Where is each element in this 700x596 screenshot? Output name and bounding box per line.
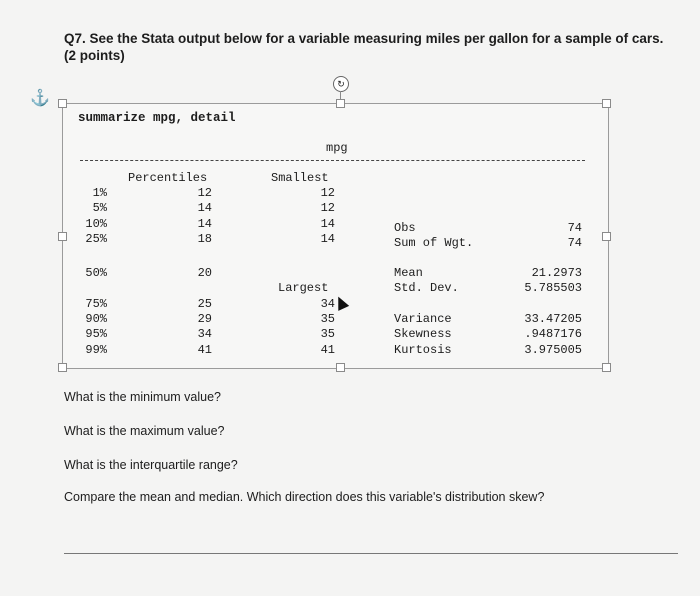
pct-value: 25: [197, 297, 212, 311]
stat-label-std-dev: Std. Dev.: [394, 281, 459, 295]
answer-input-line[interactable]: [64, 553, 678, 554]
resize-handle-top-left[interactable]: [58, 99, 67, 108]
stat-value-obs: 74: [567, 221, 582, 235]
smallest-value: 14: [320, 217, 335, 231]
pct-value: 12: [197, 186, 212, 200]
pct-label: 5%: [92, 201, 107, 215]
pct-value: 29: [197, 312, 212, 326]
pct-label: 75%: [85, 297, 107, 311]
question-minimum: What is the minimum value?: [64, 390, 222, 404]
stat-label-kurtosis: Kurtosis: [394, 343, 452, 357]
pct-value-median: 20: [197, 266, 212, 280]
stat-label-obs: Obs: [394, 221, 416, 235]
question-title: Q7. See the Stata output below for a variable measuring miles per gallon for a sample of cars. (2 points): [64, 31, 664, 63]
largest-value: 41: [320, 343, 335, 357]
anchor-icon[interactable]: ⚓: [30, 90, 50, 107]
stat-label-variance: Variance: [394, 312, 452, 326]
resize-handle-bottom[interactable]: [336, 363, 345, 372]
pct-value: 18: [197, 232, 212, 246]
largest-value: 35: [320, 312, 335, 326]
smallest-header: Smallest: [271, 171, 329, 185]
pct-value: 41: [197, 343, 212, 357]
question-maximum: What is the maximum value?: [64, 424, 225, 438]
percentiles-header: Percentiles: [128, 171, 208, 185]
smallest-value: 14: [320, 232, 335, 246]
stat-label-skewness: Skewness: [394, 327, 452, 341]
largest-value: 34: [320, 297, 335, 311]
pct-value: 34: [197, 327, 212, 341]
resize-handle-top-right[interactable]: [602, 99, 611, 108]
pct-value: 14: [197, 217, 212, 231]
pct-label: 95%: [85, 327, 107, 341]
separator-line: [80, 160, 585, 161]
pct-label-median: 50%: [85, 266, 107, 280]
smallest-value: 12: [320, 186, 335, 200]
stat-label-sum-of-wgt: Sum of Wgt.: [394, 236, 474, 250]
pct-value: 14: [197, 201, 212, 215]
smallest-value: 12: [320, 201, 335, 215]
question-skew: Compare the mean and median. Which direction does this variable's distribution skew?: [64, 490, 545, 504]
largest-value: 35: [320, 327, 335, 341]
stat-value-std-dev: 5.785503: [524, 281, 582, 295]
pct-label: 1%: [92, 186, 107, 200]
variable-name: mpg: [326, 141, 348, 155]
stat-label-mean: Mean: [394, 266, 423, 280]
pct-label: 90%: [85, 312, 107, 326]
pct-label: 10%: [85, 217, 107, 231]
pct-label: 25%: [85, 232, 107, 246]
resize-handle-top[interactable]: [336, 99, 345, 108]
resize-handle-bottom-right[interactable]: [602, 363, 611, 372]
stata-command: summarize mpg, detail: [78, 111, 236, 125]
stat-value-variance: 33.47205: [524, 312, 582, 326]
stat-value-kurtosis: 3.975005: [524, 343, 582, 357]
resize-handle-bottom-left[interactable]: [58, 363, 67, 372]
largest-header: Largest: [278, 281, 329, 295]
pct-label: 99%: [85, 343, 107, 357]
question-iqr: What is the interquartile range?: [64, 458, 238, 472]
resize-handle-left[interactable]: [58, 232, 67, 241]
rotate-handle-icon[interactable]: ↻: [333, 76, 349, 92]
resize-handle-right[interactable]: [602, 232, 611, 241]
stat-value-mean: 21.2973: [531, 266, 582, 280]
stat-value-skewness: .9487176: [524, 327, 582, 341]
stat-value-sum-of-wgt: 74: [567, 236, 582, 250]
